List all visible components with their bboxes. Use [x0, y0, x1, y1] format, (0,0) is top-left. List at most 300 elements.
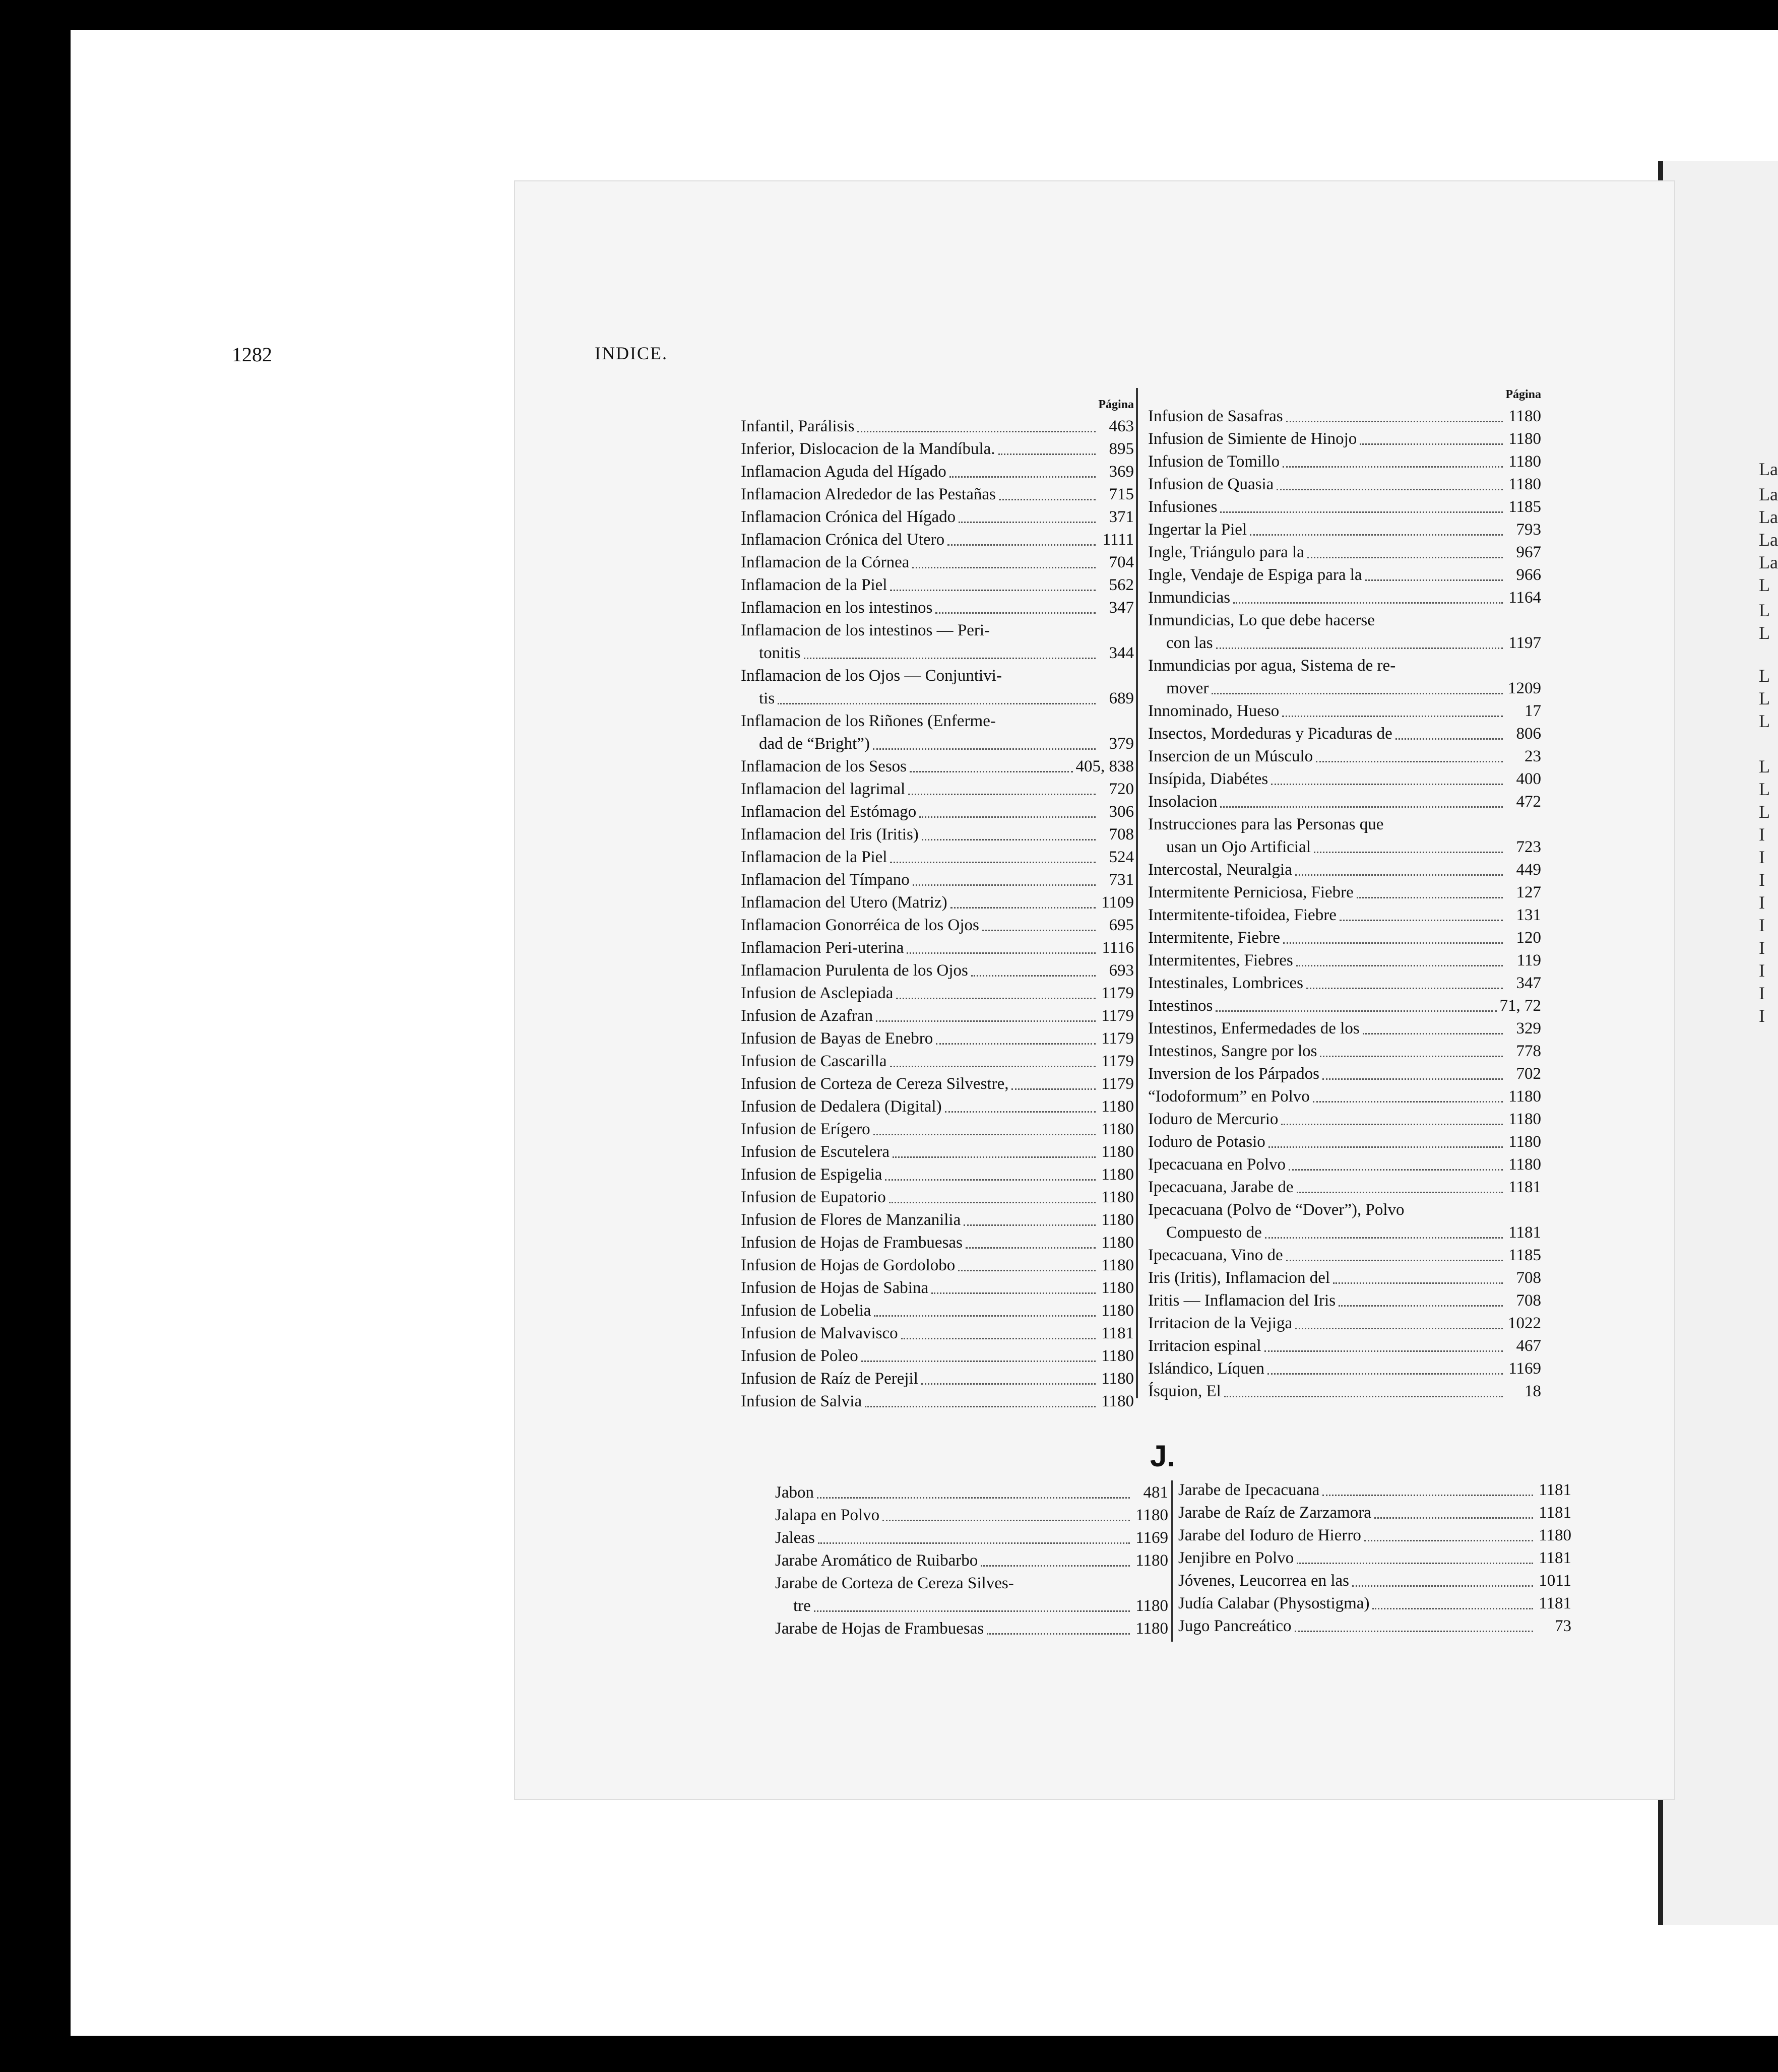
index-column-j-left: [775, 1481, 1168, 1640]
dot-leader: [857, 431, 1096, 432]
adjacent-page-letter: I: [1759, 847, 1765, 867]
index-page-number: 720: [1109, 780, 1134, 798]
index-entry-line: [741, 1095, 1134, 1118]
dot-leader: [907, 952, 1096, 954]
index-page-number: 23: [1525, 747, 1541, 765]
dot-leader: [896, 998, 1096, 999]
index-term: Irritacion espinal: [1148, 1337, 1261, 1355]
index-entry-line: [741, 959, 1134, 982]
index-page-number: 1180: [1135, 1551, 1168, 1570]
index-term: Inflamacion en los intestinos: [741, 599, 933, 617]
dot-leader: [959, 522, 1096, 523]
dot-leader: [1314, 852, 1503, 853]
adjacent-page-letter: I: [1759, 983, 1765, 1003]
index-entry-line: [1178, 1615, 1571, 1638]
index-entry: [1148, 927, 1541, 949]
index-entry-line: [741, 461, 1134, 483]
index-page-number: 1180: [1135, 1620, 1168, 1638]
index-entry: [741, 574, 1134, 597]
index-page-number: 1181: [1508, 1223, 1541, 1242]
dot-leader: [1365, 579, 1503, 581]
index-entry: [741, 1254, 1134, 1277]
dot-leader: [964, 1224, 1096, 1226]
index-entry: [1148, 1267, 1541, 1289]
index-entry: [1148, 541, 1541, 564]
index-page-number: 1181: [1539, 1549, 1571, 1567]
index-page-number: 17: [1525, 702, 1541, 720]
index-entry: [1148, 904, 1541, 927]
index-page-number: 71, 72: [1499, 997, 1541, 1015]
dot-leader: [998, 454, 1096, 455]
index-entry-line: [1148, 1131, 1541, 1153]
index-entry: [1148, 723, 1541, 745]
index-page-number: 1209: [1508, 679, 1541, 697]
adjacent-page-edge: [1658, 161, 1778, 1925]
index-page-number: 723: [1516, 838, 1541, 856]
index-entry: [1148, 1040, 1541, 1063]
index-term: Intermitentes, Fiebres: [1148, 951, 1293, 969]
index-term-continuation: tis: [759, 689, 775, 707]
index-entry: [741, 1345, 1134, 1368]
dot-leader: [818, 1542, 1130, 1544]
dot-leader: [861, 1361, 1096, 1362]
index-entry-line: [741, 1390, 1134, 1413]
index-term: Inflamacion de la Córnea: [741, 553, 910, 571]
index-page-number: 73: [1555, 1617, 1571, 1635]
index-page-number: 1181: [1539, 1594, 1571, 1612]
dot-leader: [999, 499, 1096, 500]
dot-leader: [1333, 1282, 1503, 1284]
index-page-number: 1022: [1508, 1314, 1541, 1332]
index-entry: [1148, 1108, 1541, 1131]
dot-leader: [1374, 1517, 1533, 1519]
index-term: Infusion de Tomillo: [1148, 452, 1280, 471]
index-entry-line: [1148, 1176, 1541, 1199]
column-header-pagina: Página: [1505, 388, 1541, 401]
scan-border-top: [0, 0, 1778, 30]
index-page-number: 1179: [1101, 1052, 1134, 1070]
adjacent-page-letter: La: [1759, 507, 1778, 527]
index-entry: [741, 982, 1134, 1005]
index-term: Infusion de Escutelera: [741, 1143, 890, 1161]
index-entry-line: [741, 823, 1134, 846]
index-entry: [741, 415, 1134, 438]
index-page-number: 695: [1109, 916, 1134, 934]
dot-leader: [958, 1270, 1096, 1271]
index-entry-line: [1148, 745, 1541, 768]
index-term: Intermitente, Fiebre: [1148, 929, 1281, 947]
index-page-number: 793: [1516, 521, 1541, 539]
index-term: Jarabe de Raíz de Zarzamora: [1178, 1504, 1371, 1522]
index-term: Inflamacion de los intestinos — Peri-: [741, 621, 990, 639]
index-entry-line: [741, 1027, 1134, 1050]
index-entry-line: [741, 415, 1134, 438]
dot-leader: [1264, 1350, 1503, 1352]
index-entry-line: [741, 846, 1134, 869]
index-entry-line: [1178, 1547, 1571, 1570]
index-page-number: 1116: [1102, 939, 1134, 957]
column-divider: [1136, 388, 1138, 1398]
index-entry-line: [1148, 995, 1541, 1017]
index-entry-line: [741, 483, 1134, 506]
index-page-number: 1180: [1508, 1155, 1541, 1174]
index-entry: [741, 1186, 1134, 1209]
dot-leader: [1360, 443, 1503, 445]
dot-leader: [1281, 1124, 1503, 1125]
dot-leader: [966, 1247, 1096, 1249]
index-term: Inferior, Dislocacion de la Mandíbula.: [741, 440, 995, 458]
index-page-number: 120: [1516, 929, 1541, 947]
index-page-number: 1181: [1101, 1324, 1134, 1342]
dot-leader: [882, 1520, 1130, 1521]
index-entry: [741, 1209, 1134, 1232]
index-entry-line: [1148, 519, 1541, 541]
index-entry-line: [1148, 1312, 1541, 1335]
index-page-number: 1180: [1101, 1166, 1134, 1184]
index-term: Innominado, Hueso: [1148, 702, 1280, 720]
index-entry: [1148, 813, 1541, 859]
index-page-number: 524: [1109, 848, 1134, 866]
index-term: Infusion de Salvia: [741, 1392, 862, 1410]
adjacent-page-letter: I: [1759, 915, 1765, 935]
index-entry: [741, 551, 1134, 574]
index-entry-line: [741, 801, 1134, 823]
index-page-number: 1180: [1508, 1133, 1541, 1151]
dot-leader: [874, 1315, 1096, 1317]
index-entry: [1148, 859, 1541, 881]
index-term: Irritacion de la Vejiga: [1148, 1314, 1293, 1332]
index-entry-line: [741, 1186, 1134, 1209]
index-entry-line: [741, 869, 1134, 891]
dot-leader: [876, 1020, 1096, 1022]
adjacent-page-letter: I: [1759, 1006, 1765, 1026]
index-entry-line: [741, 1118, 1134, 1141]
index-page-number: 702: [1516, 1065, 1541, 1083]
index-entry-line: [741, 574, 1134, 597]
index-entry-line: [1148, 632, 1541, 655]
index-term: Inflamacion Crónica del Utero: [741, 531, 945, 549]
index-entry: [741, 869, 1134, 891]
index-entry-line: [1148, 1153, 1541, 1176]
index-entry: [741, 1050, 1134, 1073]
index-term: Infusion de Espigelia: [741, 1166, 882, 1184]
index-term: Instrucciones para las Personas que: [1148, 815, 1384, 833]
index-term: Infusion de Asclepiada: [741, 984, 894, 1002]
index-entry-line: [1148, 677, 1541, 700]
index-entry: [1178, 1479, 1571, 1502]
index-entry-line: [1148, 1085, 1541, 1108]
index-term: Infusion de Erígero: [741, 1120, 870, 1138]
index-page-number: 329: [1516, 1019, 1541, 1038]
index-entry-line: [741, 891, 1134, 914]
index-page-number: 1180: [1101, 1256, 1134, 1274]
index-entry-line: [1148, 1040, 1541, 1063]
dot-leader: [1363, 1033, 1503, 1034]
index-entry-line: [775, 1481, 1168, 1504]
dot-leader: [947, 544, 1096, 546]
index-entry-line: [1148, 1357, 1541, 1380]
index-entry-line: [1148, 1108, 1541, 1131]
dot-leader: [1267, 1373, 1503, 1375]
index-entry: [741, 597, 1134, 619]
index-entry: [1178, 1592, 1571, 1615]
index-term-continuation: Compuesto de: [1166, 1223, 1262, 1242]
dot-leader: [1212, 693, 1503, 694]
index-term: Infusion de Bayas de Enebro: [741, 1029, 933, 1048]
index-term: Judía Calabar (Physostigma): [1178, 1594, 1370, 1612]
index-term: Jóvenes, Leucorrea en las: [1178, 1572, 1350, 1590]
index-entry: [741, 778, 1134, 801]
index-entry-line: [741, 1141, 1134, 1163]
index-term: Inflamacion del Tímpano: [741, 871, 910, 889]
dot-leader: [1286, 421, 1503, 422]
index-page-number: 1185: [1508, 498, 1541, 516]
index-entry: [1148, 655, 1541, 700]
index-entry-line: [741, 982, 1134, 1005]
index-entry: [1148, 609, 1541, 655]
index-entry: [775, 1504, 1168, 1527]
index-entry-line: [1178, 1592, 1571, 1615]
index-page-number: 467: [1516, 1337, 1541, 1355]
index-entry-line: [741, 438, 1134, 461]
index-page-number: 1180: [1101, 1392, 1134, 1410]
page-header: [232, 343, 1189, 373]
index-entry: [741, 1163, 1134, 1186]
adjacent-page-letter: I: [1759, 892, 1765, 913]
index-entry: [1178, 1570, 1571, 1592]
index-entry: [1148, 1085, 1541, 1108]
dot-leader: [1220, 511, 1503, 513]
index-term: Intermitente Perniciosa, Fiebre: [1148, 883, 1354, 901]
index-term: Ipecacuana, Vino de: [1148, 1246, 1283, 1264]
index-entry-line: [1148, 904, 1541, 927]
index-term: Intestinos, Enfermedades de los: [1148, 1019, 1360, 1038]
dot-leader: [1271, 784, 1503, 785]
index-page-number: 1180: [1508, 1087, 1541, 1106]
index-term: Intestinos, Sangre por los: [1148, 1042, 1317, 1060]
dot-leader: [778, 703, 1096, 704]
index-entry: [1148, 1131, 1541, 1153]
index-entry: [741, 1073, 1134, 1095]
index-entry-line: [1148, 1289, 1541, 1312]
index-page-number: 693: [1109, 961, 1134, 980]
index-page-number: 1011: [1539, 1572, 1571, 1590]
index-term: Jenjibre en Polvo: [1178, 1549, 1294, 1567]
index-entry: [1148, 564, 1541, 587]
index-page-number: 1197: [1508, 634, 1541, 652]
index-page-number: 1169: [1135, 1529, 1168, 1547]
index-entry: [1148, 473, 1541, 496]
index-page-number: 1180: [1135, 1597, 1168, 1615]
index-page-number: 1164: [1508, 589, 1541, 607]
index-entry-line: [741, 1209, 1134, 1232]
index-column-left: [741, 398, 1134, 1413]
dot-leader: [1297, 1563, 1533, 1564]
index-entry-line: [775, 1572, 1168, 1595]
index-entry: [1148, 496, 1541, 519]
adjacent-page-letter: I: [1759, 938, 1765, 958]
dot-leader: [1307, 557, 1503, 558]
index-entry-line: [775, 1549, 1168, 1572]
index-entry: [1148, 1199, 1541, 1244]
index-term: Intercostal, Neuralgia: [1148, 861, 1292, 879]
index-entry: [741, 710, 1134, 755]
index-term: Ipecacuana, Jarabe de: [1148, 1178, 1294, 1196]
index-entry-line: [775, 1527, 1168, 1549]
index-entry-line: [1148, 496, 1541, 519]
index-page-number: 449: [1516, 861, 1541, 879]
index-entry-line: [741, 1163, 1134, 1186]
index-term: Iris (Iritis), Inflamacion del: [1148, 1269, 1330, 1287]
adjacent-page-letter: L: [1759, 779, 1770, 799]
index-page-number: 1181: [1539, 1481, 1571, 1499]
index-entry-line: [1148, 1199, 1541, 1221]
dot-leader: [1250, 534, 1503, 536]
index-page-number: 1180: [1508, 430, 1541, 448]
index-entry-line: [1148, 972, 1541, 995]
index-term: Infusion de Dedalera (Digital): [741, 1097, 942, 1116]
scan-border-left: [0, 0, 71, 2072]
index-page-number: 1180: [1101, 1188, 1134, 1206]
index-page-number: 1169: [1508, 1359, 1541, 1378]
dot-leader: [1268, 1146, 1503, 1148]
index-page-number: 715: [1109, 485, 1134, 503]
index-entry-line: [1148, 836, 1541, 859]
index-entry: [741, 1322, 1134, 1345]
index-term: Inflamacion del Utero (Matriz): [741, 893, 947, 912]
index-entry-line: [741, 1232, 1134, 1254]
index-page-number: 127: [1516, 883, 1541, 901]
index-entry: [741, 801, 1134, 823]
index-entry: [741, 506, 1134, 529]
index-term: Ingertar la Piel: [1148, 521, 1247, 539]
index-page-number: 1179: [1101, 1029, 1134, 1048]
index-page-number: 347: [1109, 599, 1134, 617]
index-entry-line: [741, 1005, 1134, 1027]
dot-leader: [1313, 1101, 1503, 1103]
dot-leader: [890, 1066, 1096, 1067]
index-column-j-right: [1178, 1479, 1571, 1638]
index-entry: [741, 461, 1134, 483]
index-term: Insectos, Mordeduras y Picaduras de: [1148, 725, 1392, 743]
dot-leader: [1316, 761, 1503, 762]
index-entry: [741, 1118, 1134, 1141]
index-term: Inflamacion Aguda del Hígado: [741, 463, 946, 481]
index-entry-line: [1148, 1221, 1541, 1244]
index-entry: [741, 1300, 1134, 1322]
index-term: Inversion de los Párpados: [1148, 1065, 1320, 1083]
index-page-number: 1180: [1101, 1302, 1134, 1320]
index-page-number: 347: [1516, 974, 1541, 992]
dot-leader: [890, 590, 1096, 591]
index-term: Infusion de Corteza de Cereza Silvestre,: [741, 1075, 1009, 1093]
index-entry-line: [741, 597, 1134, 619]
dot-leader: [804, 658, 1096, 659]
index-term: Jarabe de Corteza de Cereza Silves-: [775, 1574, 1014, 1592]
index-page-number: 1180: [1101, 1370, 1134, 1388]
index-term: Infusion de Malvavisco: [741, 1324, 898, 1342]
index-entry: [741, 1005, 1134, 1027]
index-term: Ísquion, El: [1148, 1382, 1221, 1400]
index-entry: [1148, 519, 1541, 541]
index-entry-line: [1148, 541, 1541, 564]
dot-leader: [987, 1633, 1130, 1635]
dot-leader: [1216, 648, 1503, 649]
index-entry: [741, 529, 1134, 551]
index-entry: [1148, 1289, 1541, 1312]
index-page-number: 1111: [1102, 531, 1134, 549]
dot-leader: [1320, 1056, 1503, 1057]
index-page-number: 1180: [1508, 1110, 1541, 1128]
index-term: Ioduro de Mercurio: [1148, 1110, 1279, 1128]
index-term: Jarabe de Ipecacuana: [1178, 1481, 1320, 1499]
index-entry-line: [741, 687, 1134, 710]
dot-leader: [1372, 1608, 1533, 1609]
index-entry: [1148, 1380, 1541, 1403]
index-page-number: 1180: [1101, 1097, 1134, 1116]
dot-leader: [1395, 738, 1503, 740]
index-page-number: 1180: [1539, 1526, 1571, 1544]
dot-leader: [1265, 1237, 1503, 1239]
running-title: INDICE.: [595, 343, 668, 363]
dot-leader: [1295, 874, 1503, 876]
index-term: “Iodoformum” en Polvo: [1148, 1087, 1310, 1106]
dot-leader: [1340, 920, 1503, 921]
index-term-continuation: dad de “Bright”): [759, 735, 870, 753]
dot-leader: [1296, 965, 1503, 966]
section-letter-j: J.: [1150, 1439, 1176, 1473]
index-entry: [775, 1527, 1168, 1549]
index-entry: [1148, 587, 1541, 609]
dot-leader: [1233, 602, 1503, 604]
index-page-number: 967: [1516, 543, 1541, 561]
index-entry: [741, 1095, 1134, 1118]
dot-leader: [919, 816, 1096, 818]
dot-leader: [1282, 716, 1503, 717]
index-term: Inflamacion Gonorréica de los Ojos: [741, 916, 979, 934]
index-entry-line: [1148, 723, 1541, 745]
index-page-number: 1180: [1101, 1347, 1134, 1365]
index-term: Jarabe Aromático de Ruibarbo: [775, 1551, 978, 1570]
page-number: 1282: [232, 343, 272, 366]
index-term: Infusion de Eupatorio: [741, 1188, 886, 1206]
index-page-number: 806: [1516, 725, 1541, 743]
adjacent-page-letter: L: [1759, 688, 1770, 708]
index-entry-line: [741, 551, 1134, 574]
index-page-number: 369: [1109, 463, 1134, 481]
index-page-number: 1180: [1135, 1506, 1168, 1524]
index-column-right: [1148, 388, 1541, 1403]
index-term: Inmundicias, Lo que debe hacerse: [1148, 611, 1375, 629]
index-term: Infantil, Parálisis: [741, 417, 855, 435]
adjacent-page-letter: I: [1759, 824, 1765, 845]
index-entry-line: [1148, 791, 1541, 813]
index-entry-line: [1148, 428, 1541, 450]
index-entry-line: [741, 1322, 1134, 1345]
index-page-number: 1179: [1101, 1075, 1134, 1093]
index-entry: [1148, 1244, 1541, 1267]
index-term: Ioduro de Potasio: [1148, 1133, 1265, 1151]
index-entry-line: [741, 619, 1134, 642]
index-term: Jugo Pancreático: [1178, 1617, 1292, 1635]
index-term: Inflamacion de los Ojos — Conjuntivi-: [741, 667, 1002, 685]
dot-leader: [1352, 1585, 1533, 1587]
index-entry: [1178, 1524, 1571, 1547]
adjacent-page-letter: L: [1759, 623, 1770, 643]
index-page-number: 119: [1516, 951, 1541, 969]
dot-leader: [971, 975, 1096, 977]
index-entry-line: [1148, 768, 1541, 791]
